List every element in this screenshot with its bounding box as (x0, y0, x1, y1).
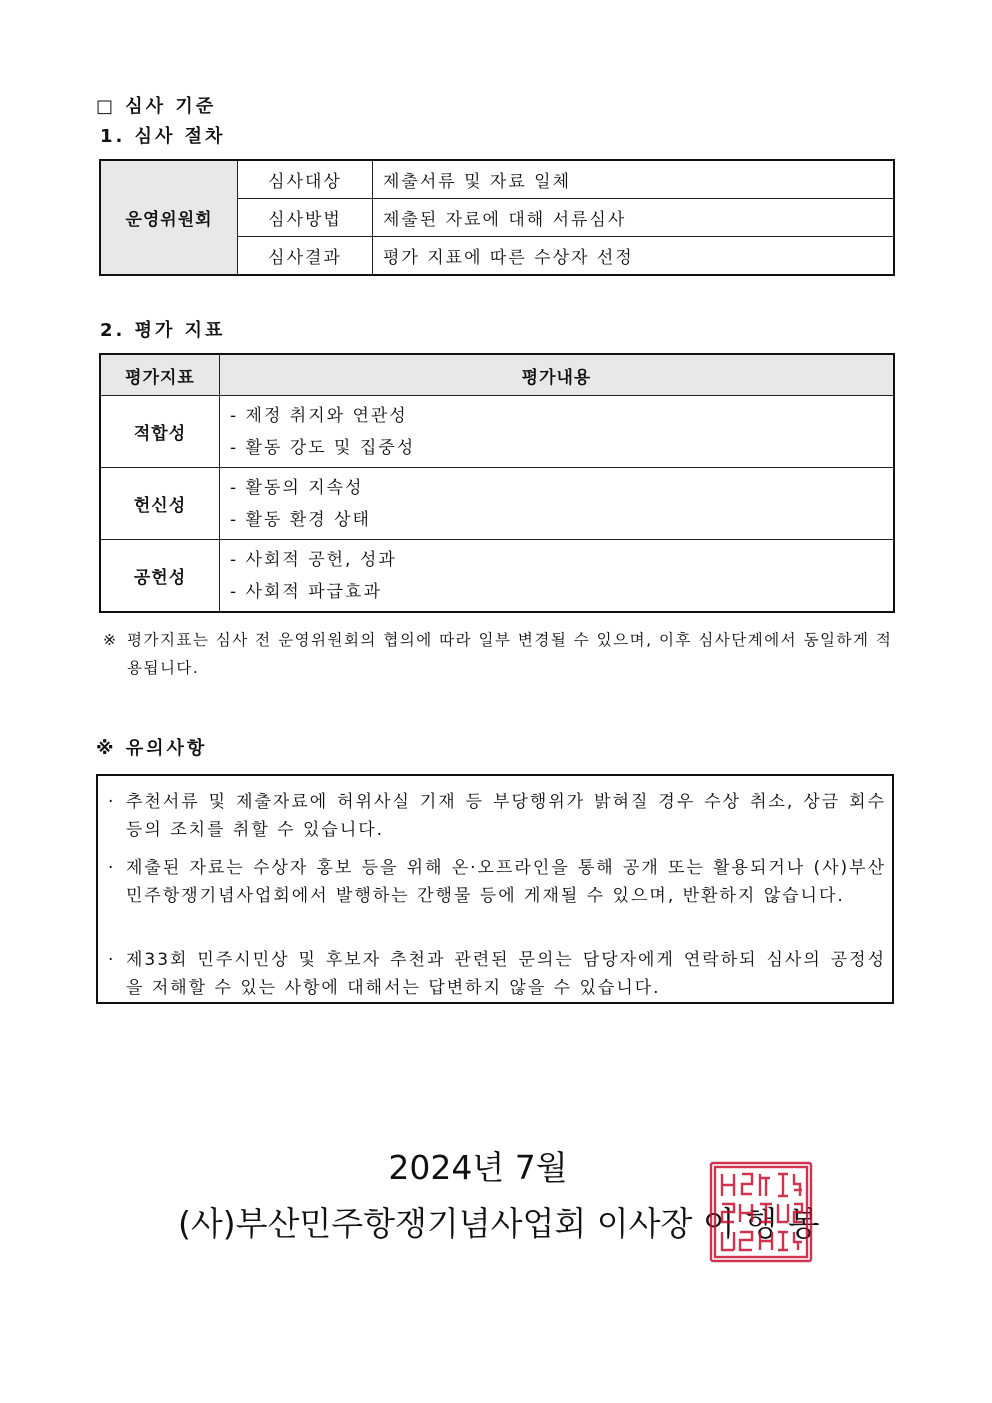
caution-item (108, 946, 886, 1002)
criterion-name: 적합성 (100, 396, 220, 468)
note-mark: ※ (103, 631, 118, 649)
criterion-item: - 활동의 지속성 (230, 477, 364, 498)
table-header-row (100, 354, 894, 396)
caution-box (96, 774, 894, 1004)
procedure-row-label: 심사결과 (238, 237, 373, 276)
bullet-mark: · (108, 792, 116, 812)
caution-title: ※ 유의사항 (96, 738, 208, 759)
procedure-row-value: 제출서류 및 자료 일체 (373, 160, 895, 199)
caution-text: 제출된 자료는 수상자 홍보 등을 위해 온·오프라인을 통해 공개 또는 활용되거나 (사)부산민주항쟁기념사업회에서 발행하는 간행물 등에 게재될 수 있으며, 반환하지 않습니다. (126, 858, 886, 906)
caution-item (108, 854, 886, 910)
table-row (100, 540, 894, 613)
criteria-heading: 2. 평가 지표 (100, 320, 226, 341)
section-title: □ 심사 기준 (96, 96, 217, 117)
column-header: 평가지표 (100, 354, 220, 396)
criterion-item: - 활동 강도 및 집중성 (230, 437, 416, 458)
bullet-mark: · (108, 858, 116, 878)
procedure-row-label: 심사대상 (238, 160, 373, 199)
criteria-table (99, 353, 895, 613)
criterion-name: 헌신성 (100, 468, 220, 540)
caution-item (108, 788, 886, 844)
issue-date: 2024년 7월 (388, 1148, 568, 1187)
criterion-content (220, 468, 895, 540)
signer-name: (사)부산민주항쟁기념사업회 이사장 이 행 봉 (178, 1204, 820, 1243)
note-text: 평가지표는 심사 전 운영위원회의 협의에 따라 일부 변경될 수 있으며, 이후 심사단계에서 동일하게 적용됩니다. (127, 631, 893, 677)
procedure-group-label: 운영위원회 (100, 160, 238, 275)
criterion-item: - 사회적 공헌, 성과 (230, 549, 397, 570)
caution-text: 추천서류 및 제출자료에 허위사실 기재 등 부당행위가 밝혀질 경우 수상 취소, 상금 회수 등의 조치를 취할 수 있습니다. (126, 792, 886, 840)
criterion-item: - 활동 환경 상태 (230, 509, 371, 530)
procedure-table (99, 159, 895, 276)
column-header: 평가내용 (220, 354, 895, 396)
criterion-item: - 사회적 파급효과 (230, 581, 382, 602)
procedure-row-label: 심사방법 (238, 199, 373, 237)
bullet-mark: · (108, 950, 116, 970)
table-row (100, 160, 894, 199)
criterion-content (220, 396, 895, 468)
caution-text: 제33회 민주시민상 및 후보자 추천과 관련된 문의는 담당자에게 연락하되 심사의 공정성을 저해할 수 있는 사항에 대해서는 답변하지 않을 수 있습니다. (126, 950, 886, 998)
procedure-row-value: 평가 지표에 따른 수상자 선정 (373, 237, 895, 276)
criteria-note (103, 626, 895, 682)
procedure-heading: 1. 심사 절차 (100, 126, 226, 147)
table-row (100, 396, 894, 468)
official-seal-stamp (708, 1160, 814, 1264)
criterion-item: - 제정 취지와 연관성 (230, 405, 408, 426)
criterion-name: 공헌성 (100, 540, 220, 613)
table-row (100, 468, 894, 540)
procedure-row-value: 제출된 자료에 대해 서류심사 (373, 199, 895, 237)
criterion-content (220, 540, 895, 613)
